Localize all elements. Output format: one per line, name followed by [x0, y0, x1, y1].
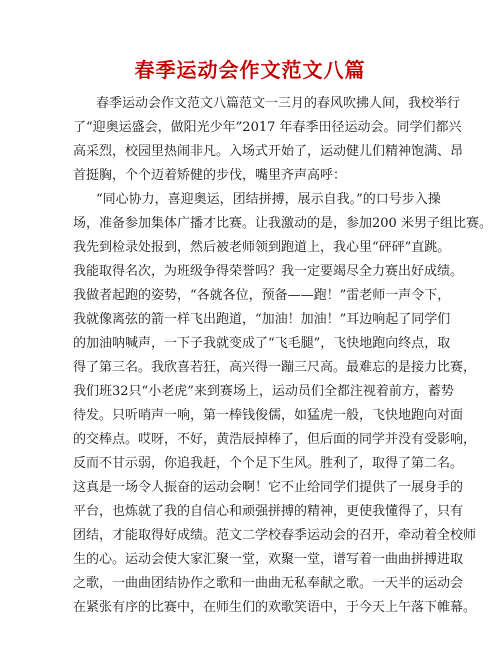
body-line: 团结，才能取得好成绩。范文二学校春季运动会的召开，牵动着全校师	[73, 528, 477, 543]
body-line: 平台，也炼就了我的自信心和顽强拼搏的精神，更使我懂得了，只有	[73, 504, 464, 519]
body-line: 之歌，一曲曲团结协作之歌和一曲曲无私奉献之歌。一天半的运动会	[73, 576, 464, 591]
body-line: 我做者起跑的姿势，“各就各位，预备——跑！”雷老师一声令下，	[73, 288, 451, 303]
document-title: 春季运动会作文范文八篇	[134, 58, 366, 82]
body-line: 生的心。运动会使大家汇聚一堂，欢聚一堂，谱写着一曲曲拼搏进取	[73, 552, 464, 567]
body-line: 场，准备参加集体广播才比赛。让我激动的是，参加200 米男子组比赛。	[73, 216, 492, 231]
body-line: 在紧张有序的比赛中，在师生们的欢歌笑语中，于今天上午落下帷幕。	[73, 600, 477, 615]
body-line: 待发。只听哨声一响，第一棒钱俊儒，如猛虎一般，飞快地跑向对面	[73, 408, 464, 423]
body-line: 反而不甘示弱，你追我赶，个个足下生风。胜利了，取得了第二名。	[73, 456, 464, 471]
body-line: 我们班32只“小老虎”来到赛场上，运动员们全都注视着前方，蓄势	[73, 384, 454, 399]
body-line: 得了第三名。我欣喜若狂，高兴得一蹦三尺高。最难忘的是接力比赛，	[73, 360, 477, 375]
body-line: 我就像离弦的箭一样飞出跑道，“加油！加油！”耳边响起了同学们	[73, 312, 451, 327]
body-line: 首挺胸，个个迈着矫健的步伐，嘴里齐声高呼：	[73, 168, 347, 183]
body-line: 我能取得名次，为班级争得荣誉吗？我一定要竭尽全力赛出好成绩。	[73, 264, 464, 279]
body-line: 春季运动会作文范文八篇范文一三月的春风吹拂人间，我校举行	[96, 96, 461, 111]
body-line: 的交棒点。哎呀，不好，黄浩辰掉棒了，但后面的同学并没有受影响，	[73, 432, 477, 447]
body-line: 高采烈，校园里热闹非凡。入场式开始了，运动健儿们精神饱满、昂	[73, 144, 464, 159]
body-line: “同心协力，喜迎奥运，团结拼搏，展示自我。”的口号步入操	[96, 192, 441, 207]
body-line: 这真是一场令人振奋的运动会啊！它不止给同学们提供了一展身手的	[73, 480, 464, 495]
body-line: 我先到检录处报到，然后被老师领到跑道上，我心里“砰砰”直跳。	[73, 240, 451, 255]
body-line: 了“迎奥运盛会，做阳光少年”2017 年春季田径运动会。同学们都兴	[73, 120, 462, 135]
body-line: 的加油呐喊声，一下子我就变成了“飞毛腿”，飞快地跑向终点，取	[73, 336, 451, 351]
